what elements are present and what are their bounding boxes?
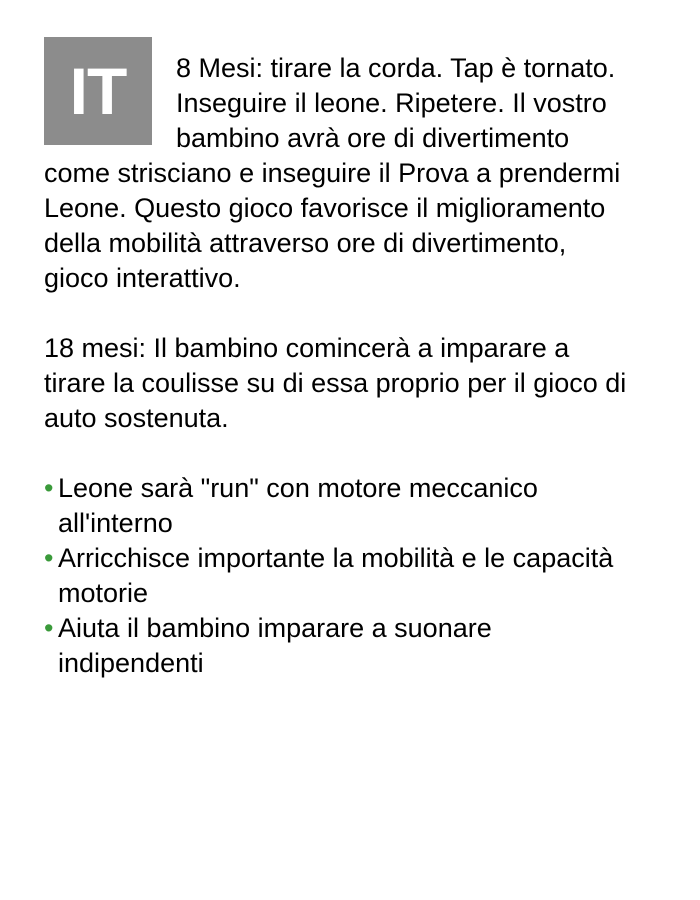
product-description <box>44 37 634 681</box>
feature-list-item <box>44 541 634 611</box>
paragraph-18-months: 18 mesi: Il bambino comincerà a imparare a tirare la coulisse su di essa proprio per il gioco di auto sostenuta. <box>44 333 627 433</box>
feature-list <box>44 471 634 681</box>
paragraph-spacer <box>44 296 634 331</box>
bullet-icon: • <box>44 613 54 643</box>
feature-text: Arricchisce importante la mobilità e le capacità motorie <box>58 543 614 608</box>
bullet-icon: • <box>44 473 54 503</box>
paragraph-spacer <box>44 436 634 471</box>
feature-list-item <box>44 471 634 541</box>
feature-text: Leone sarà "run" con motore meccanico all'interno <box>58 473 538 538</box>
paragraph-8-months: 8 Mesi: tirare la corda. Tap è tornato. Inseguire il leone. Ripetere. Il vostro bambino avrà ore di divertimento come strisciano e inseguire il Prova a prendermi Leone. Questo gioco favorisce il miglioramento della mobilità attraverso ore di divertimento, gioco interattivo. <box>44 53 621 293</box>
bullet-icon: • <box>44 543 54 573</box>
feature-list-item <box>44 611 634 681</box>
feature-text: Aiuta il bambino imparare a suonare indipendenti <box>58 613 492 678</box>
language-badge: IT <box>44 37 152 145</box>
